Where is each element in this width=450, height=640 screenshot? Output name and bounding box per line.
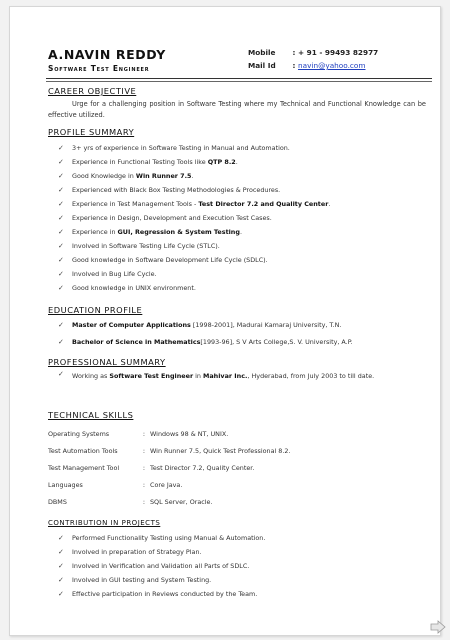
education-list	[58, 317, 428, 351]
list-item: ✓ Bachelor of Science in Mathematics[1993-96], S V Arts College,S. V. University, A.P.	[58, 334, 428, 351]
checkmark-icon: ✓	[58, 321, 64, 329]
checkmark-icon: ✓	[58, 270, 64, 278]
professional-summary-list	[58, 369, 428, 382]
list-item: ✓ Good knowledge in UNIX environment.	[58, 281, 428, 295]
checkmark-icon: ✓	[58, 158, 64, 166]
list-item: ✓ 3+ yrs of experience in Software Testing in Manual and Automation.	[58, 141, 428, 155]
table-row: Test Management Tool : Test Director 7.2, Quality Center.	[48, 463, 255, 472]
checkmark-icon: ✓	[58, 576, 64, 584]
checkmark-icon: ✓	[58, 242, 64, 250]
profile-summary-list	[58, 141, 428, 295]
list-item: ✓ Involved in preparation of Strategy Plan.	[58, 545, 428, 559]
list-item: ✓ Effective participation in Reviews conducted by the Team.	[58, 587, 428, 601]
list-item: ✓ Master of Computer Applications [1998-2001], Madurai Kamaraj University, T.N.	[58, 317, 428, 334]
list-item: ✓ Performed Functionality Testing using Manual & Automation.	[58, 531, 428, 545]
header-rule	[46, 78, 432, 79]
section-profile-summary: PROFILE SUMMARY	[48, 127, 135, 137]
checkmark-icon: ✓	[58, 284, 64, 292]
list-item: ✓ Working as Software Test Engineer in Mahivar Inc., Hyderabad, from July 2003 to till date.	[58, 370, 375, 380]
checkmark-icon: ✓	[58, 562, 64, 570]
header-rule-thin	[46, 81, 432, 82]
checkmark-icon: ✓	[58, 200, 64, 208]
checkmark-icon: ✓	[58, 172, 64, 180]
table-row: Languages : Core Java.	[48, 480, 183, 489]
list-item: ✓ Good knowledge in Software Development Life Cycle (SDLC).	[58, 253, 428, 267]
list-item: ✓ Involved in Verification and Validation all Parts of SDLC.	[58, 559, 428, 573]
checkmark-icon: ✓	[58, 590, 64, 598]
list-item: ✓ Experience in Test Management Tools - Test Director 7.2 and Quality Center.	[58, 197, 428, 211]
mail-separator: :	[292, 61, 296, 70]
checkmark-icon: ✓	[58, 214, 64, 222]
mail-label: Mail Id	[248, 61, 276, 70]
section-education-profile: EDUCATION PROFILE	[48, 305, 143, 315]
section-career-objective: CAREER OBJECTIVE	[48, 86, 137, 96]
resume-page	[9, 6, 441, 636]
candidate-name: A.NAVIN REDDY	[48, 47, 166, 62]
list-item: ✓ Involved in Software Testing Life Cycle (STLC).	[58, 239, 428, 253]
next-page-arrow-icon[interactable]	[430, 620, 446, 634]
list-item: ✓ Involved in GUI testing and System Testing.	[58, 573, 428, 587]
checkmark-icon: ✓	[58, 370, 64, 378]
checkmark-icon: ✓	[58, 256, 64, 264]
contribution-list	[58, 531, 428, 601]
mail-line	[248, 61, 366, 70]
career-objective-text: Urge for a challenging position in Software Testing where my Technical and Functional Knowledge can be effective utilized.	[48, 100, 426, 119]
candidate-title: Software Test Engineer	[48, 64, 150, 73]
list-item: ✓ Experienced with Black Box Testing Methodologies & Procedures.	[58, 183, 428, 197]
checkmark-icon: ✓	[58, 548, 64, 556]
list-item: ✓ Experience in Design, Development and Execution Test Cases.	[58, 211, 428, 225]
section-technical-skills: TECHNICAL SKILLS	[48, 410, 134, 420]
checkmark-icon: ✓	[58, 338, 64, 346]
mobile-label: Mobile	[248, 48, 276, 57]
table-row: Test Automation Tools : Win Runner 7.5, Quick Test Professional 8.2.	[48, 446, 291, 455]
checkmark-icon: ✓	[58, 186, 64, 194]
list-item: ✓ Involved in Bug Life Cycle.	[58, 267, 428, 281]
checkmark-icon: ✓	[58, 534, 64, 542]
table-row: Operating Systems : Windows 98 & NT, UNIX.	[48, 429, 229, 438]
checkmark-icon: ✓	[58, 144, 64, 152]
section-professional-summary: PROFESSIONAL SUMMARY	[48, 357, 166, 367]
mobile-line	[248, 48, 378, 57]
section-contribution-in-projects: CONTRIBUTION IN PROJECTS	[48, 519, 161, 527]
table-row: DBMS : SQL Server, Oracle.	[48, 497, 213, 506]
list-item: ✓ Good Knowledge in Win Runner 7.5.	[58, 169, 428, 183]
email-link[interactable]: navin@yahoo.com	[298, 61, 366, 70]
checkmark-icon: ✓	[58, 228, 64, 236]
mobile-value: : + 91 - 99493 82977	[292, 48, 379, 57]
list-item: ✓ Experience in GUI, Regression & System Testing.	[58, 225, 428, 239]
list-item: ✓ Experience in Functional Testing Tools like QTP 8.2.	[58, 155, 428, 169]
skills-table	[48, 425, 291, 510]
